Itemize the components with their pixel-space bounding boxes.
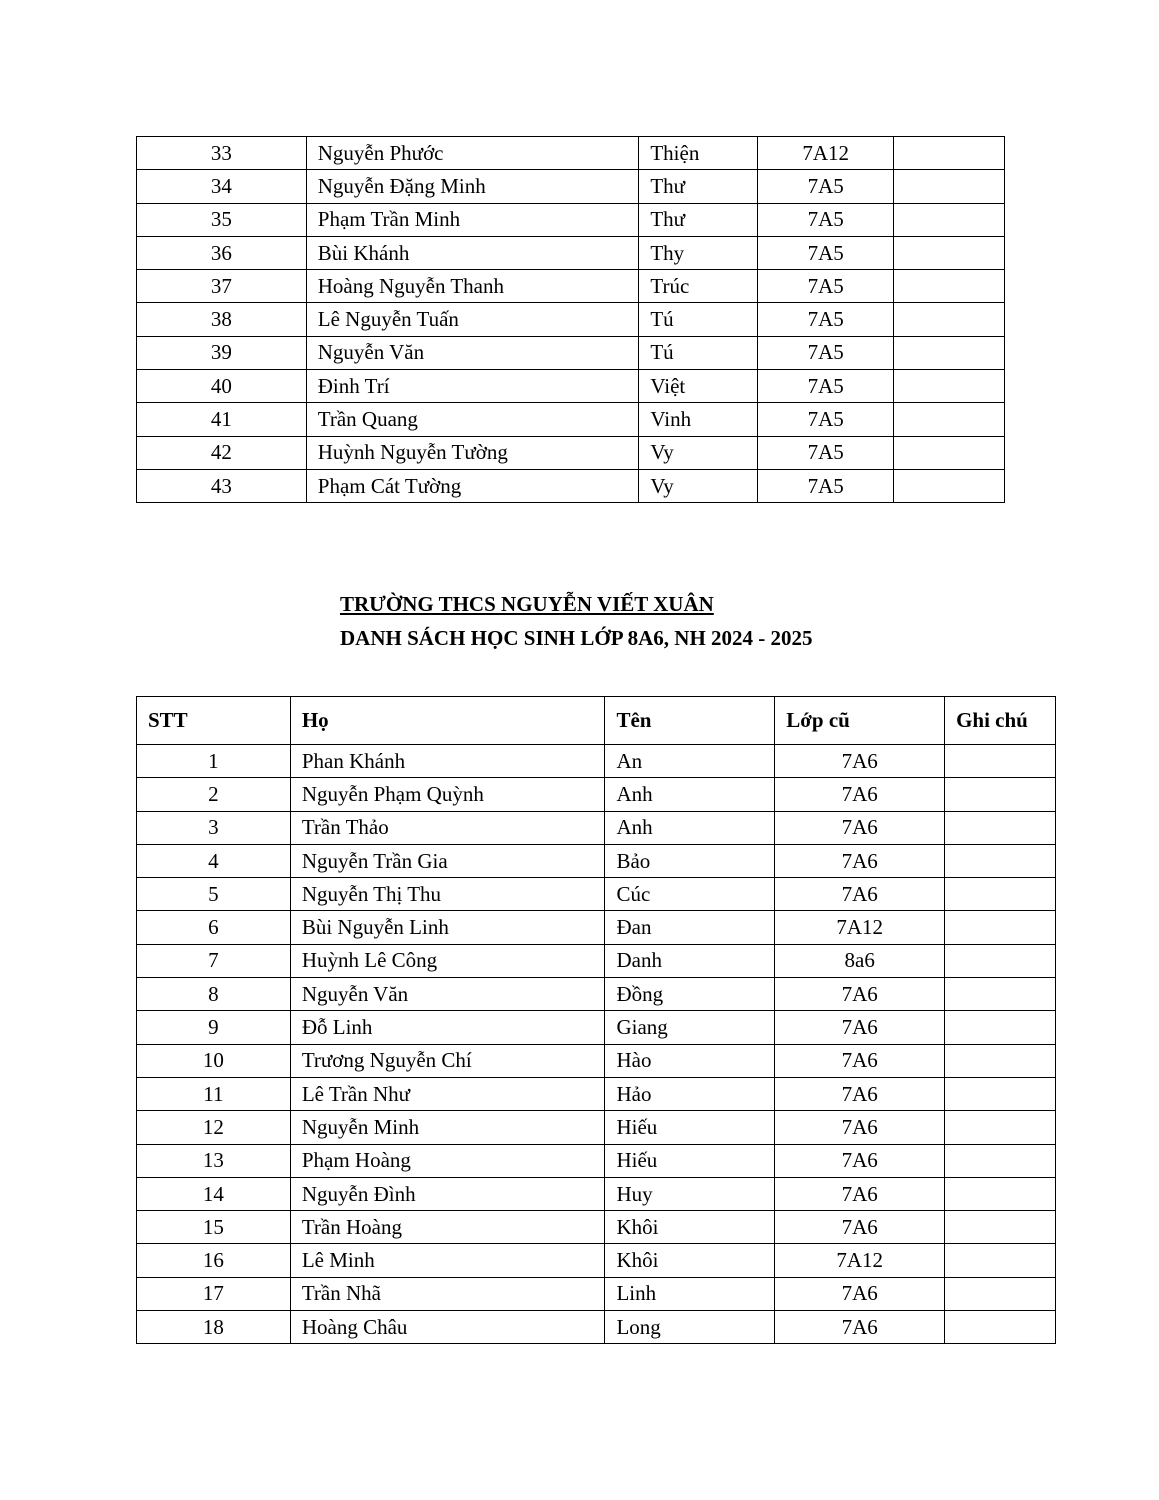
ho-cell: Nguyễn Phước (306, 137, 639, 170)
lop-cu-cell: 8a6 (775, 944, 945, 977)
stt-cell: 18 (137, 1311, 291, 1344)
header-stt: STT (137, 697, 291, 745)
ho-cell: Đinh Trí (306, 370, 639, 403)
stt-cell: 17 (137, 1277, 291, 1310)
ghi-chu-cell (945, 911, 1056, 944)
stt-cell: 33 (137, 137, 307, 170)
ho-cell: Nguyễn Trần Gia (290, 844, 605, 877)
ten-cell: Vy (639, 469, 758, 502)
stt-cell: 7 (137, 944, 291, 977)
lop-cu-cell: 7A6 (775, 844, 945, 877)
ghi-chu-cell (894, 170, 1005, 203)
lop-cu-cell: 7A6 (775, 1011, 945, 1044)
ho-cell: Nguyễn Đặng Minh (306, 170, 639, 203)
ghi-chu-cell (894, 370, 1005, 403)
ho-cell: Phan Khánh (290, 745, 605, 778)
stt-cell: 4 (137, 844, 291, 877)
ho-cell: Trần Nhã (290, 1277, 605, 1310)
stt-cell: 3 (137, 811, 291, 844)
ten-cell: Tú (639, 336, 758, 369)
ten-cell: Hào (605, 1044, 775, 1077)
lop-cu-cell: 7A6 (775, 1111, 945, 1144)
stt-cell: 16 (137, 1244, 291, 1277)
table-row (137, 370, 1005, 403)
ten-cell: An (605, 745, 775, 778)
ghi-chu-cell (894, 403, 1005, 436)
ten-cell: Anh (605, 811, 775, 844)
stt-cell: 43 (137, 469, 307, 502)
ho-cell: Nguyễn Thị Thu (290, 878, 605, 911)
stt-cell: 2 (137, 778, 291, 811)
ho-cell: Nguyễn Văn (290, 978, 605, 1011)
table-row (137, 403, 1005, 436)
ghi-chu-cell (945, 1077, 1056, 1110)
ghi-chu-cell (894, 336, 1005, 369)
ghi-chu-cell (945, 1177, 1056, 1210)
ho-cell: Đỗ Linh (290, 1011, 605, 1044)
ten-cell: Hiếu (605, 1111, 775, 1144)
table-row (137, 1044, 1056, 1077)
ghi-chu-cell (945, 944, 1056, 977)
table-row (137, 811, 1056, 844)
ten-cell: Việt (639, 370, 758, 403)
ten-cell: Hiếu (605, 1144, 775, 1177)
ghi-chu-cell (894, 236, 1005, 269)
ghi-chu-cell (945, 745, 1056, 778)
ho-cell: Bùi Nguyễn Linh (290, 911, 605, 944)
lop-cu-cell: 7A6 (775, 1144, 945, 1177)
ten-cell: Đồng (605, 978, 775, 1011)
header-ten: Tên (605, 697, 775, 745)
stt-cell: 42 (137, 436, 307, 469)
ho-cell: Lê Trần Như (290, 1077, 605, 1110)
stt-cell: 6 (137, 911, 291, 944)
lop-cu-cell: 7A6 (775, 1211, 945, 1244)
list-title: DANH SÁCH HỌC SINH LỚP 8A6, NH 2024 - 2025 (340, 626, 813, 650)
ten-cell: Thư (639, 170, 758, 203)
table-row (137, 1211, 1056, 1244)
lop-cu-cell: 7A5 (758, 436, 894, 469)
lop-cu-cell: 7A5 (758, 270, 894, 303)
table-row (137, 944, 1056, 977)
school-name: TRƯỜNG THCS NGUYỄN VIẾT XUÂN (340, 592, 714, 616)
ghi-chu-cell (894, 270, 1005, 303)
ten-cell: Tú (639, 303, 758, 336)
lop-cu-cell: 7A6 (775, 1277, 945, 1310)
ten-cell: Vinh (639, 403, 758, 436)
ho-cell: Trần Thảo (290, 811, 605, 844)
stt-cell: 12 (137, 1111, 291, 1144)
ho-cell: Bùi Khánh (306, 236, 639, 269)
ten-cell: Hảo (605, 1077, 775, 1110)
lop-cu-cell: 7A12 (775, 911, 945, 944)
lop-cu-cell: 7A12 (758, 137, 894, 170)
stt-cell: 36 (137, 236, 307, 269)
ghi-chu-cell (894, 436, 1005, 469)
ten-cell: Cúc (605, 878, 775, 911)
table-row (137, 1011, 1056, 1044)
table-row (137, 436, 1005, 469)
lop-cu-cell: 7A5 (758, 469, 894, 502)
table-row (137, 844, 1056, 877)
lop-cu-cell: 7A5 (758, 370, 894, 403)
table-row (137, 745, 1056, 778)
lop-cu-cell: 7A6 (775, 811, 945, 844)
ghi-chu-cell (945, 778, 1056, 811)
student-table-8a6 (136, 696, 1056, 1344)
ghi-chu-cell (945, 1044, 1056, 1077)
lop-cu-cell: 7A6 (775, 1177, 945, 1210)
ho-cell: Phạm Hoàng (290, 1144, 605, 1177)
ten-cell: Anh (605, 778, 775, 811)
ten-cell: Vy (639, 436, 758, 469)
ten-cell: Long (605, 1311, 775, 1344)
lop-cu-cell: 7A5 (758, 303, 894, 336)
ho-cell: Nguyễn Minh (290, 1111, 605, 1144)
ghi-chu-cell (894, 137, 1005, 170)
table-row (137, 137, 1005, 170)
lop-cu-cell: 7A6 (775, 978, 945, 1011)
table-row (137, 1277, 1056, 1310)
ho-cell: Trần Hoàng (290, 1211, 605, 1244)
stt-cell: 13 (137, 1144, 291, 1177)
lop-cu-cell: 7A6 (775, 778, 945, 811)
ho-cell: Nguyễn Văn (306, 336, 639, 369)
ho-cell: Lê Nguyễn Tuấn (306, 303, 639, 336)
table-row (137, 1077, 1056, 1110)
table-header-row (137, 697, 1056, 745)
ghi-chu-cell (945, 1211, 1056, 1244)
stt-cell: 40 (137, 370, 307, 403)
ghi-chu-cell (945, 1144, 1056, 1177)
stt-cell: 41 (137, 403, 307, 436)
ghi-chu-cell (945, 1277, 1056, 1310)
ten-cell: Thiện (639, 137, 758, 170)
ten-cell: Thư (639, 203, 758, 236)
table-row (137, 1111, 1056, 1144)
table-row (137, 1144, 1056, 1177)
ho-cell: Phạm Trần Minh (306, 203, 639, 236)
lop-cu-cell: 7A5 (758, 403, 894, 436)
stt-cell: 35 (137, 203, 307, 236)
stt-cell: 5 (137, 878, 291, 911)
ten-cell: Bảo (605, 844, 775, 877)
stt-cell: 14 (137, 1177, 291, 1210)
stt-cell: 37 (137, 270, 307, 303)
ghi-chu-cell (945, 811, 1056, 844)
stt-cell: 8 (137, 978, 291, 1011)
table-row (137, 778, 1056, 811)
table-row (137, 1244, 1056, 1277)
student-table-continued (136, 136, 1005, 503)
table-row (137, 303, 1005, 336)
lop-cu-cell: 7A6 (775, 745, 945, 778)
ten-cell: Thy (639, 236, 758, 269)
table-row (137, 1177, 1056, 1210)
header-lop-cu: Lớp cũ (775, 697, 945, 745)
table-row (137, 236, 1005, 269)
ten-cell: Khôi (605, 1244, 775, 1277)
ho-cell: Hoàng Châu (290, 1311, 605, 1344)
stt-cell: 38 (137, 303, 307, 336)
stt-cell: 1 (137, 745, 291, 778)
ghi-chu-cell (894, 203, 1005, 236)
lop-cu-cell: 7A5 (758, 203, 894, 236)
lop-cu-cell: 7A5 (758, 170, 894, 203)
table-row (137, 336, 1005, 369)
ghi-chu-cell (945, 1011, 1056, 1044)
table-row (137, 170, 1005, 203)
stt-cell: 11 (137, 1077, 291, 1110)
ho-cell: Hoàng Nguyễn Thanh (306, 270, 639, 303)
ho-cell: Trương Nguyễn Chí (290, 1044, 605, 1077)
ten-cell: Danh (605, 944, 775, 977)
table-row (137, 878, 1056, 911)
ho-cell: Trần Quang (306, 403, 639, 436)
ten-cell: Huy (605, 1177, 775, 1210)
ten-cell: Đan (605, 911, 775, 944)
stt-cell: 39 (137, 336, 307, 369)
table-row (137, 911, 1056, 944)
lop-cu-cell: 7A12 (775, 1244, 945, 1277)
ghi-chu-cell (945, 1244, 1056, 1277)
ho-cell: Lê Minh (290, 1244, 605, 1277)
ten-cell: Trúc (639, 270, 758, 303)
header-ghi-chu: Ghi chú (945, 697, 1056, 745)
ho-cell: Huỳnh Lê Công (290, 944, 605, 977)
ghi-chu-cell (894, 469, 1005, 502)
lop-cu-cell: 7A6 (775, 1311, 945, 1344)
ghi-chu-cell (945, 1311, 1056, 1344)
ho-cell: Nguyễn Phạm Quỳnh (290, 778, 605, 811)
stt-cell: 34 (137, 170, 307, 203)
table-row (137, 270, 1005, 303)
table-row (137, 469, 1005, 502)
ghi-chu-cell (945, 844, 1056, 877)
stt-cell: 9 (137, 1011, 291, 1044)
ho-cell: Huỳnh Nguyễn Tường (306, 436, 639, 469)
ghi-chu-cell (945, 1111, 1056, 1144)
ten-cell: Khôi (605, 1211, 775, 1244)
lop-cu-cell: 7A6 (775, 1077, 945, 1110)
stt-cell: 10 (137, 1044, 291, 1077)
ten-cell: Giang (605, 1011, 775, 1044)
table-row (137, 978, 1056, 1011)
lop-cu-cell: 7A5 (758, 336, 894, 369)
ghi-chu-cell (894, 303, 1005, 336)
ten-cell: Linh (605, 1277, 775, 1310)
ho-cell: Nguyễn Đình (290, 1177, 605, 1210)
stt-cell: 15 (137, 1211, 291, 1244)
ghi-chu-cell (945, 878, 1056, 911)
table-row (137, 203, 1005, 236)
ho-cell: Phạm Cát Tường (306, 469, 639, 502)
table-row (137, 1311, 1056, 1344)
lop-cu-cell: 7A6 (775, 1044, 945, 1077)
lop-cu-cell: 7A6 (775, 878, 945, 911)
lop-cu-cell: 7A5 (758, 236, 894, 269)
ghi-chu-cell (945, 978, 1056, 1011)
header-ho: Họ (290, 697, 605, 745)
